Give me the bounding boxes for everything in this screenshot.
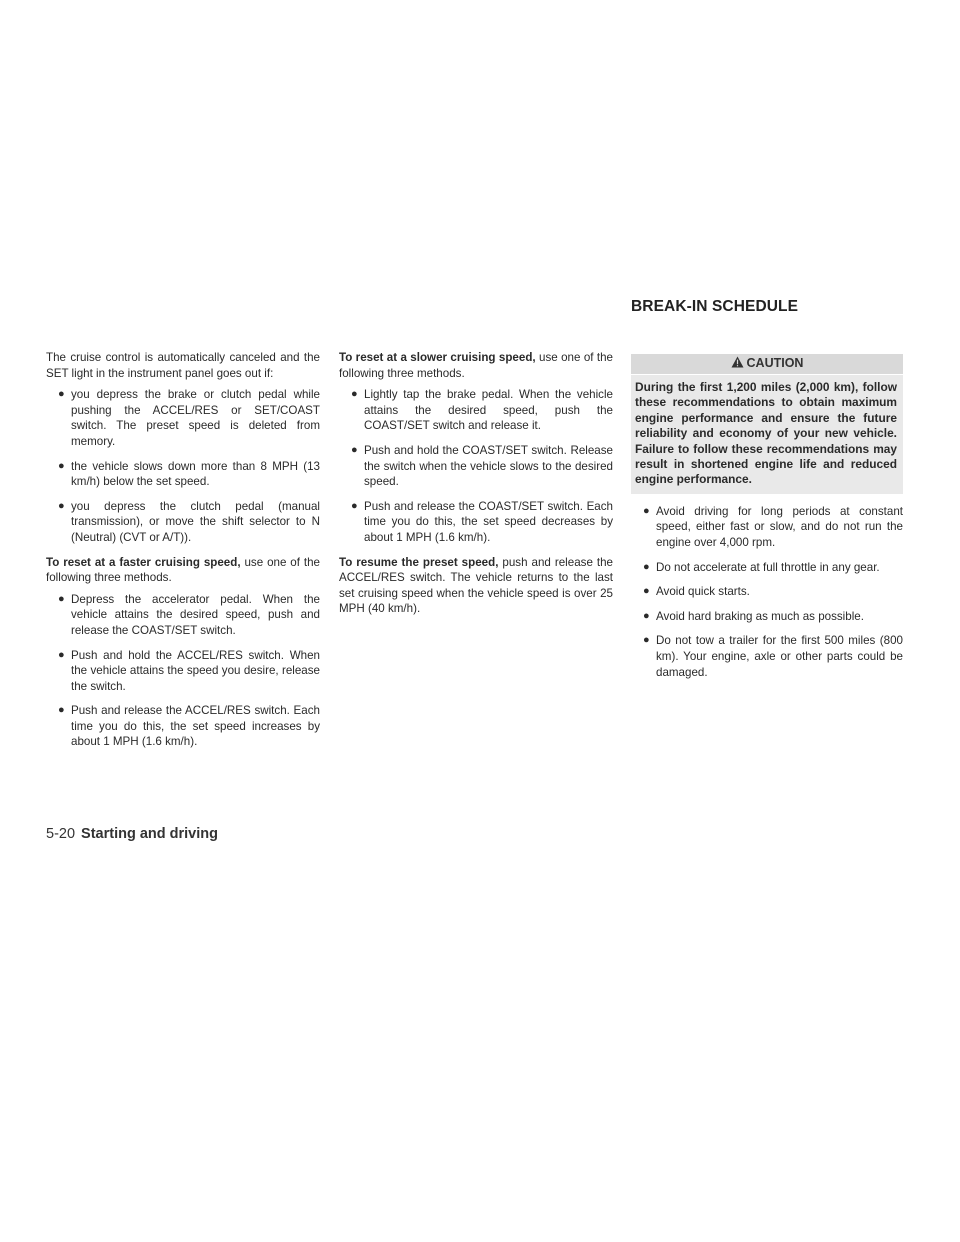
resume-paragraph: To resume the preset speed, push and release the ACCEL/RES switch. The vehicle returns to the last set cruising speed when the vehicle speed is over 25 MPH (40 km/h). — [339, 555, 613, 616]
list-item: ● Avoid driving for long periods at constant speed, either fast or slow, and do not run the engine over 4,000 rpm. — [643, 504, 903, 550]
column-1 — [46, 350, 320, 759]
section-title: BREAK-IN SCHEDULE — [631, 298, 799, 315]
bullet-icon: ● — [643, 504, 650, 517]
bullet-icon: ● — [643, 609, 650, 622]
caution-header — [631, 354, 903, 374]
bullet-icon: ● — [58, 388, 65, 401]
bullet-icon: ● — [58, 592, 65, 605]
list-item: ● Do not accelerate at full throttle in any gear. — [643, 560, 880, 574]
page-footer — [46, 826, 218, 842]
list-item: ● Do not tow a trailer for the first 500 miles (800 km). Your engine, axle or other parts could be damaged. — [643, 634, 903, 679]
bullet-icon: ● — [643, 585, 650, 598]
intro-paragraph: The cruise control is automatically canceled and the SET light in the instrument panel goes out if: — [46, 351, 320, 380]
list-item: ● Push and release the COAST/SET switch. Each time you do this, the set speed decreases by about 1 MPH (1.6 km/h). — [351, 499, 613, 544]
list-item: ● the vehicle slows down more than 8 MPH (13 km/h) below the set speed. — [58, 459, 320, 489]
faster-speed-paragraph: To reset at a faster cruising speed, use one of the following three methods. — [46, 555, 320, 585]
list-item: ● Push and release the ACCEL/RES switch. Each time you do this, the set speed increases by about 1 MPH (1.6 km/h). — [58, 704, 320, 749]
bullet-icon: ● — [643, 560, 650, 573]
footer-section-name: Starting and driving — [81, 826, 218, 842]
list-item: ● Push and hold the ACCEL/RES switch. When the vehicle attains the speed you desire, release the switch. — [58, 648, 320, 693]
bullet-icon: ● — [643, 634, 650, 647]
break-in-list — [631, 504, 903, 680]
slower-speed-heading: To reset at a slower cruising speed, — [339, 351, 536, 364]
list-item: ● Push and hold the COAST/SET switch. Release the switch when the vehicle slows to the desired speed. — [351, 443, 613, 489]
caution-label: CAUTION — [746, 356, 804, 371]
faster-speed-heading: To reset at a faster cruising speed, — [46, 555, 241, 569]
column-2 — [339, 350, 613, 623]
slower-speed-paragraph: To reset at a slower cruising speed, use one of the following three methods. — [339, 351, 613, 380]
faster-methods-list — [46, 592, 320, 750]
bullet-icon: ● — [58, 704, 65, 717]
list-item: ● you depress the clutch pedal (manual transmission), or move the shift selector to N (Neutral) (CVT or A/T)). — [58, 499, 320, 544]
bullet-icon: ● — [351, 499, 358, 512]
warning-triangle-icon — [731, 356, 744, 373]
column-3 — [631, 350, 903, 689]
list-item: ● Avoid hard braking as much as possible. — [643, 609, 864, 623]
list-item: ● you depress the brake or clutch pedal while pushing the ACCEL/RES or SET/COAST switch. The preset speed is deleted from memory. — [58, 388, 320, 448]
cancel-conditions-list — [46, 387, 320, 545]
bullet-icon: ● — [58, 648, 65, 661]
page-number: 5-20 — [46, 826, 76, 842]
list-item: ● Lightly tap the brake pedal. When the vehicle attains the desired speed, push the COAST/SET switch and release it. — [351, 388, 613, 433]
bullet-icon: ● — [351, 443, 358, 456]
bullet-icon: ● — [58, 459, 65, 472]
caution-text: During the first 1,200 miles (2,000 km), follow these recommendations to obtain maximum engine performance and ensure the future reliability and economy of your new vehicle. Failure to follow these recommendations may result in shortened engine life and reduced engine performance. — [631, 374, 903, 494]
list-item: ● Depress the accelerator pedal. When the vehicle attains the desired speed, push and release the COAST/SET switch. — [58, 592, 320, 637]
bullet-icon: ● — [351, 388, 358, 401]
list-item: ● Avoid quick starts. — [643, 585, 750, 599]
slower-methods-list — [339, 387, 613, 545]
bullet-icon: ● — [58, 499, 65, 512]
resume-heading: To resume the preset speed, — [339, 555, 499, 569]
